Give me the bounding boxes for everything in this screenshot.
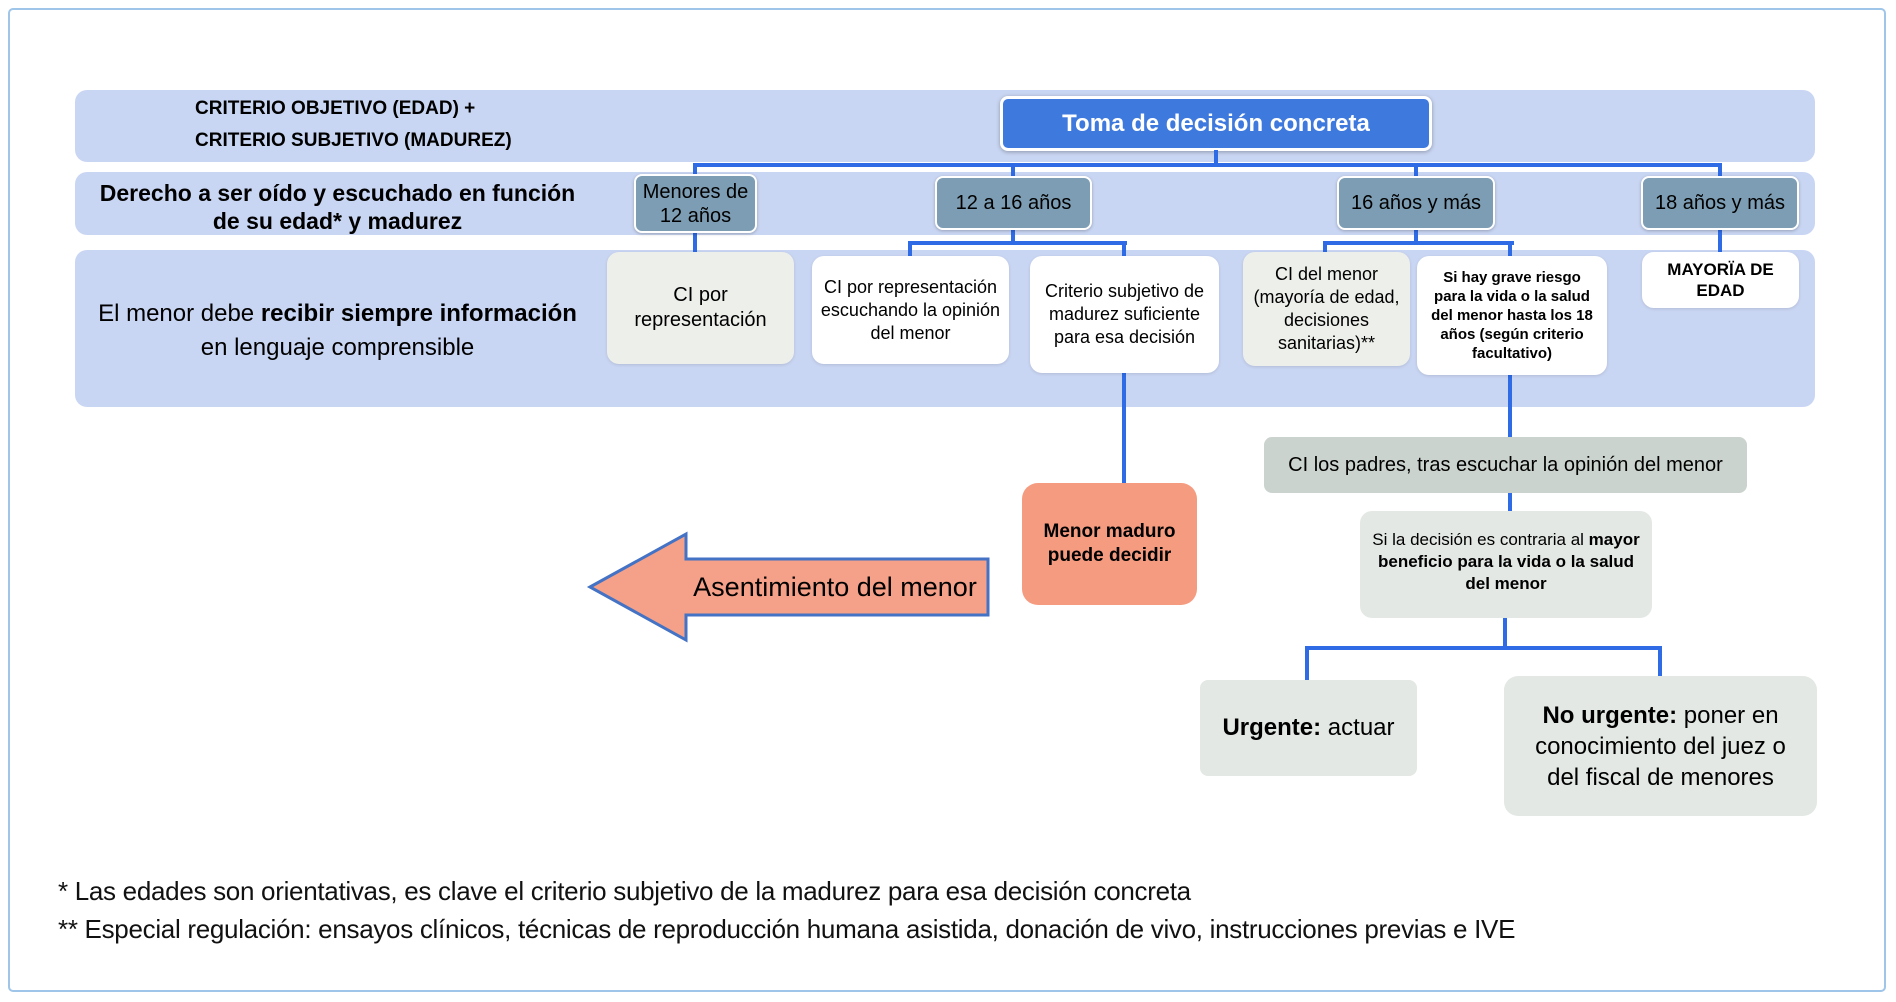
connector-line [1011,163,1015,177]
decision-making-box: Toma de decisión concreta [1000,96,1432,151]
connector-line [1508,491,1512,513]
footnote-special-regulation: ** Especial regulación: ensayos clínicos, técnicas de reproducción humana asistida, donación de vivo, instrucciones previas e IVE [58,914,1516,944]
box-not-urgent [1504,676,1817,816]
box-age-of-majority: MAYORÏA DE EDAD [1642,252,1799,308]
age-box-18-plus: 18 años y más [1641,176,1799,230]
box-urgent [1200,680,1417,776]
information-label-suffix: en lenguaje comprensible [200,334,475,361]
connector-line [1658,646,1662,680]
connector-line [1718,163,1722,177]
connector-line [1503,616,1507,648]
connector-line [1305,646,1309,682]
connector-line [693,163,1722,167]
connector-line [1718,230,1722,254]
box-mature-minor-decides: Menor maduro puede decidir [1022,483,1197,605]
connector-line [1305,646,1662,650]
connector-line [693,230,697,254]
connector-line [1323,241,1514,245]
information-label-bold: recibir siempre información [260,300,577,327]
box-decision-contrary [1360,511,1652,618]
criteria-objective-label: CRITERIO OBJETIVO (EDAD) + [195,98,476,119]
information-label [85,297,590,365]
box-subjective-maturity: Criterio subjetivo de madurez suficiente para esa decisión [1030,256,1219,373]
assent-arrow-label: Asentimiento del menor [693,572,977,602]
criteria-subjective-label: CRITERIO SUBJETIVO (MADUREZ) [195,130,512,151]
right-to-be-heard-label: Derecho a ser oído y escuchado en función de su edad* y madurez [99,180,576,234]
box-serious-risk: Si hay grave riesgo para la vida o la salud del menor hasta los 18 años (según criterio facultativo) [1417,256,1607,375]
connector-line [908,241,1127,245]
connector-line [1122,370,1126,485]
box-ci-parents: CI los padres, tras escuchar la opinión del menor [1264,437,1747,493]
box-ci-representation-listening: CI por representación escuchando la opinión del menor [812,256,1009,364]
connector-line [1414,163,1418,177]
footnote-ages-orientative: * Las edades son orientativas, es clave el criterio subjetivo de la madurez para esa decisión concreta [58,876,1191,906]
decision-contrary-prefix: Si la decisión es contraria al [1372,530,1589,549]
not-urgent-label-bold: No urgente: [1542,701,1678,729]
age-box-under-12: Menores de 12 años [634,174,757,233]
urgent-label-rest: actuar [1321,714,1395,741]
decision-contrary-bold: mayor beneficio para la vida o la salud del menor [1377,530,1640,593]
age-box-12-16: 12 a 16 años [935,176,1092,230]
box-ci-by-representation: CI por representación [607,252,794,364]
urgent-label-bold: Urgente: [1222,714,1322,741]
not-urgent-label-rest: poner en conocimiento del juez o del fiscal de menores [1535,701,1786,791]
information-label-prefix: El menor debe [98,300,261,327]
box-ci-of-minor: CI del menor (mayoría de edad, decisiones sanitarias)** [1243,252,1410,366]
connector-line [1508,372,1512,439]
age-box-16-plus: 16 años y más [1337,176,1495,230]
